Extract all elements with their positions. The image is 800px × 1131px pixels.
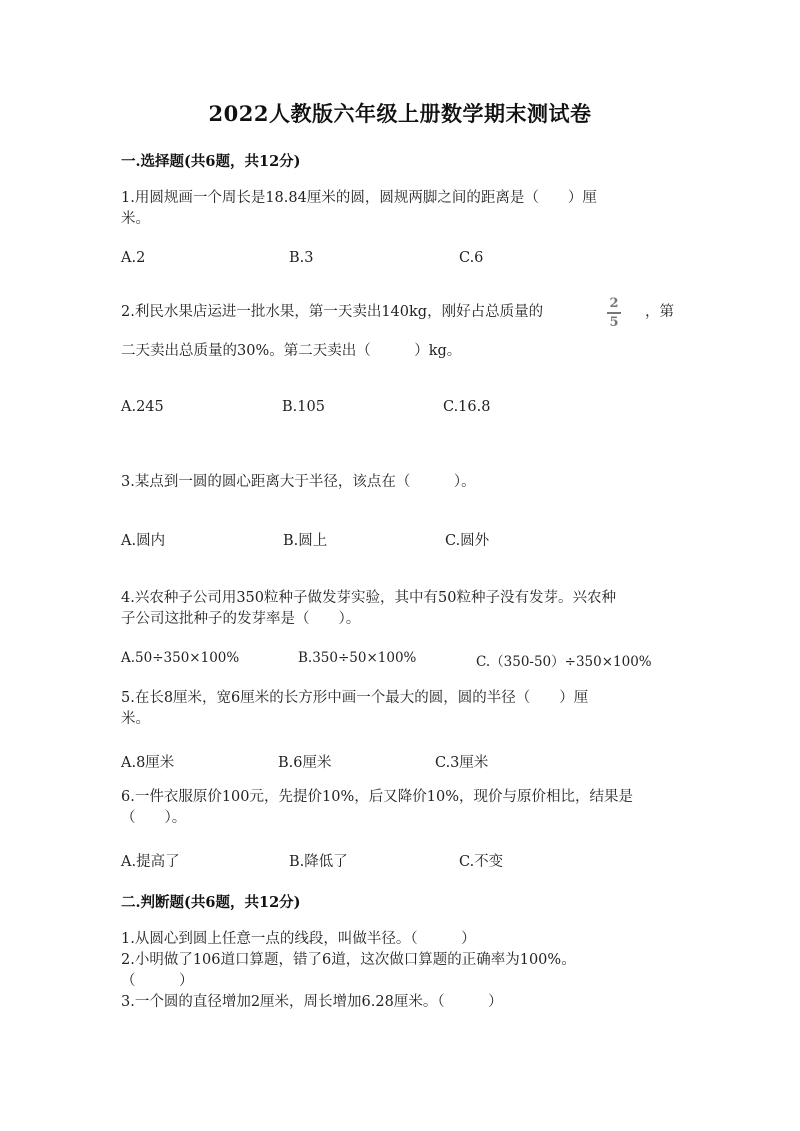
question-3-line1: 3.某点到一圆的圆心距离大于半径，该点在（ ）。 — [121, 474, 476, 490]
fraction-denominator: 5 — [609, 314, 619, 330]
question-2-line1b: ，第 — [645, 304, 674, 320]
question-5-line2: 米。 — [121, 711, 150, 727]
question-6-line1: 6.一件衣服原价100元，先提价10%，后又降价10%，现价与原价相比，结果是 — [121, 789, 633, 805]
question-4-line2: 子公司这批种子的发芽率是（ ）。 — [121, 611, 361, 627]
q5-option-c: C.3厘米 — [435, 755, 489, 771]
q3-option-b: B.圆上 — [283, 533, 328, 549]
q1-option-b: B.3 — [289, 250, 314, 266]
q6-option-b: B.降低了 — [289, 854, 348, 870]
q3-option-a: A.圆内 — [121, 533, 166, 549]
question-5 — [121, 688, 681, 730]
fraction-two-fifths — [607, 296, 621, 330]
tf-question-2-line1: 2.小明做了106道口算题，错了6道，这次做口算题的正确率为100%。 — [121, 952, 576, 968]
question-5-line1: 5.在长8厘米，宽6厘米的长方形中画一个最大的圆，圆的半径（ ）厘 — [121, 690, 589, 706]
q2-option-c: C.16.8 — [443, 399, 491, 415]
question-4-line1: 4.兴农种子公司用350粒种子做发芽实验，其中有50粒种子没有发芽。兴农种 — [121, 590, 616, 606]
page-title: 2022人教版六年级上册数学期末测试卷 — [208, 101, 592, 126]
question-4 — [121, 588, 681, 630]
tf-question-3: 3.一个圆的直径增加2厘米，周长增加6.28厘米。（ ） — [121, 994, 503, 1010]
q3-option-c: C.圆外 — [445, 533, 490, 549]
q6-option-c: C.不变 — [459, 854, 504, 870]
question-2-line1a: 2.利民水果店运进一批水果，第一天卖出140kg，刚好占总质量的 — [121, 304, 544, 320]
question-2-line2: 二天卖出总质量的30%。第二天卖出（ ）kg。 — [121, 343, 462, 359]
fraction-numerator: 2 — [609, 296, 619, 311]
tf-question-1: 1.从圆心到圆上任意一点的线段，叫做半径。（ ） — [121, 931, 476, 947]
question-6 — [121, 787, 691, 829]
q1-option-c: C.6 — [459, 250, 484, 266]
q2-option-a: A.245 — [121, 399, 164, 415]
q5-option-b: B.6厘米 — [278, 755, 332, 771]
question-1 — [121, 188, 681, 230]
q2-option-b: B.105 — [282, 399, 325, 415]
q4-option-b: B.350÷50×100% — [298, 650, 417, 666]
section-heading-choice: 一.选择题(共6题，共12分) — [121, 153, 301, 170]
question-1-line2: 米。 — [121, 211, 150, 227]
tf-question-2-line2: （ ） — [121, 973, 194, 989]
q4-option-a: A.50÷350×100% — [121, 650, 240, 666]
q6-option-a: A.提高了 — [121, 854, 180, 870]
fraction-bar — [607, 312, 621, 314]
q1-option-a: A.2 — [121, 250, 146, 266]
q5-option-a: A.8厘米 — [121, 755, 175, 771]
question-6-line2: （ ）。 — [121, 810, 187, 826]
q4-option-c: C.（350-50）÷350×100% — [476, 654, 652, 670]
section-heading-true-false: 二.判断题(共6题，共12分) — [121, 894, 301, 911]
question-1-line1: 1.用圆规画一个周长是18.84厘米的圆，圆规两脚之间的距离是（ ）厘 — [121, 190, 597, 206]
